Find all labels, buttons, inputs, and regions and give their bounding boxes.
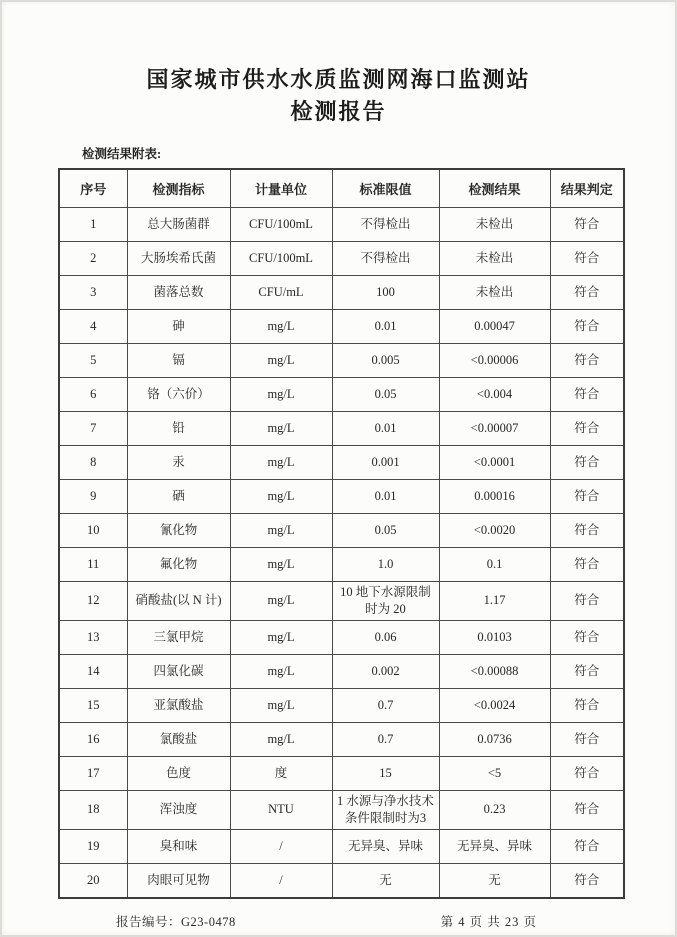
cell-result: 1.17 xyxy=(439,582,550,621)
cell-unit: CFU/100mL xyxy=(230,208,332,242)
column-header: 计量单位 xyxy=(230,169,332,208)
column-header: 结果判定 xyxy=(550,169,624,208)
report-number xyxy=(116,912,236,930)
cell-limit: 0.7 xyxy=(332,722,439,756)
cell-unit: CFU/100mL xyxy=(230,242,332,276)
cell-seq-no: 5 xyxy=(59,344,127,378)
column-header: 序号 xyxy=(59,169,127,208)
cell-limit: 0.005 xyxy=(332,344,439,378)
table-row xyxy=(59,620,624,654)
cell-judgment: 符合 xyxy=(550,514,624,548)
table-body xyxy=(59,208,624,898)
results-table xyxy=(58,168,625,899)
cell-judgment: 符合 xyxy=(550,722,624,756)
table-row xyxy=(59,756,624,790)
cell-seq-no: 7 xyxy=(59,412,127,446)
table-row xyxy=(59,722,624,756)
cell-limit: 不得检出 xyxy=(332,242,439,276)
cell-indicator: 亚氯酸盐 xyxy=(127,688,230,722)
cell-limit: 无异臭、异味 xyxy=(332,829,439,863)
cell-indicator: 氯酸盐 xyxy=(127,722,230,756)
report-title-line2: 检测报告 xyxy=(290,99,387,124)
cell-limit: 100 xyxy=(332,276,439,310)
cell-indicator: 浑浊度 xyxy=(127,790,230,829)
cell-result: 未检出 xyxy=(439,208,550,242)
cell-judgment: 符合 xyxy=(550,412,624,446)
cell-unit: mg/L xyxy=(230,548,332,582)
cell-indicator: 氰化物 xyxy=(127,514,230,548)
cell-seq-no: 16 xyxy=(59,722,127,756)
cell-judgment: 符合 xyxy=(550,378,624,412)
cell-result: 0.00016 xyxy=(439,480,550,514)
cell-seq-no: 13 xyxy=(59,620,127,654)
cell-indicator: 四氯化碳 xyxy=(127,654,230,688)
cell-result: 0.0736 xyxy=(439,722,550,756)
table-row xyxy=(59,790,624,829)
cell-unit: / xyxy=(230,863,332,898)
cell-limit: 0.01 xyxy=(332,412,439,446)
cell-result: 0.1 xyxy=(439,548,550,582)
cell-unit: mg/L xyxy=(230,620,332,654)
cell-judgment: 符合 xyxy=(550,829,624,863)
cell-unit: mg/L xyxy=(230,310,332,344)
cell-indicator: 铬（六价） xyxy=(127,378,230,412)
cell-seq-no: 8 xyxy=(59,446,127,480)
cell-judgment: 符合 xyxy=(550,688,624,722)
cell-limit: 0.06 xyxy=(332,620,439,654)
cell-unit: mg/L xyxy=(230,412,332,446)
cell-limit: 0.7 xyxy=(332,688,439,722)
table-row xyxy=(59,582,624,621)
cell-unit: NTU xyxy=(230,790,332,829)
cell-limit: 不得检出 xyxy=(332,208,439,242)
cell-unit: CFU/mL xyxy=(230,276,332,310)
cell-unit: 度 xyxy=(230,756,332,790)
table-row xyxy=(59,548,624,582)
cell-judgment: 符合 xyxy=(550,756,624,790)
cell-indicator: 硝酸盐(以 N 计) xyxy=(127,582,230,621)
cell-limit: 10 地下水源限制时为 20 xyxy=(332,582,439,621)
report-footer xyxy=(58,912,619,930)
report-title-line1: 国家城市供水水质监测网海口监测站 xyxy=(146,67,531,92)
table-row xyxy=(59,344,624,378)
cell-indicator: 硒 xyxy=(127,480,230,514)
table-row xyxy=(59,514,624,548)
cell-indicator: 三氯甲烷 xyxy=(127,620,230,654)
table-row xyxy=(59,863,624,898)
report-number-value: G23-0478 xyxy=(181,914,236,929)
cell-result: 0.23 xyxy=(439,790,550,829)
cell-judgment: 符合 xyxy=(550,654,624,688)
cell-seq-no: 10 xyxy=(59,514,127,548)
cell-limit: 0.01 xyxy=(332,310,439,344)
cell-seq-no: 14 xyxy=(59,654,127,688)
cell-judgment: 符合 xyxy=(550,344,624,378)
cell-seq-no: 19 xyxy=(59,829,127,863)
cell-limit: 0.002 xyxy=(332,654,439,688)
cell-limit: 1 水源与净水技术条件限制时为3 xyxy=(332,790,439,829)
cell-judgment: 符合 xyxy=(550,620,624,654)
cell-unit: mg/L xyxy=(230,514,332,548)
cell-judgment: 符合 xyxy=(550,276,624,310)
cell-limit: 0.05 xyxy=(332,378,439,412)
cell-indicator: 氟化物 xyxy=(127,548,230,582)
cell-judgment: 符合 xyxy=(550,242,624,276)
cell-seq-no: 20 xyxy=(59,863,127,898)
cell-seq-no: 11 xyxy=(59,548,127,582)
cell-indicator: 肉眼可见物 xyxy=(127,863,230,898)
column-header: 标准限值 xyxy=(332,169,439,208)
cell-unit: mg/L xyxy=(230,378,332,412)
cell-seq-no: 18 xyxy=(59,790,127,829)
table-row xyxy=(59,829,624,863)
cell-judgment: 符合 xyxy=(550,480,624,514)
cell-unit: mg/L xyxy=(230,344,332,378)
table-row xyxy=(59,310,624,344)
column-header: 检测结果 xyxy=(439,169,550,208)
cell-judgment: 符合 xyxy=(550,446,624,480)
table-row xyxy=(59,446,624,480)
table-caption: 检测结果附表: xyxy=(82,147,162,161)
cell-seq-no: 2 xyxy=(59,242,127,276)
table-row xyxy=(59,378,624,412)
cell-unit: mg/L xyxy=(230,446,332,480)
table-row xyxy=(59,480,624,514)
cell-result: <0.00007 xyxy=(439,412,550,446)
cell-judgment: 符合 xyxy=(550,582,624,621)
cell-indicator: 铅 xyxy=(127,412,230,446)
cell-seq-no: 9 xyxy=(59,480,127,514)
cell-result: <0.0020 xyxy=(439,514,550,548)
cell-result: 无 xyxy=(439,863,550,898)
cell-indicator: 砷 xyxy=(127,310,230,344)
cell-result: <5 xyxy=(439,756,550,790)
cell-result: <0.00088 xyxy=(439,654,550,688)
cell-result: <0.0001 xyxy=(439,446,550,480)
cell-indicator: 大肠埃希氏菌 xyxy=(127,242,230,276)
cell-indicator: 总大肠菌群 xyxy=(127,208,230,242)
cell-limit: 无 xyxy=(332,863,439,898)
cell-unit: / xyxy=(230,829,332,863)
column-header: 检测指标 xyxy=(127,169,230,208)
page-number-info: 第 4 页 共 23 页 xyxy=(440,914,537,929)
cell-limit: 15 xyxy=(332,756,439,790)
table-row xyxy=(59,688,624,722)
cell-result: 0.0103 xyxy=(439,620,550,654)
cell-indicator: 臭和味 xyxy=(127,829,230,863)
cell-unit: mg/L xyxy=(230,480,332,514)
cell-judgment: 符合 xyxy=(550,790,624,829)
table-row xyxy=(59,276,624,310)
cell-unit: mg/L xyxy=(230,654,332,688)
cell-result: 未检出 xyxy=(439,276,550,310)
cell-unit: mg/L xyxy=(230,722,332,756)
report-content xyxy=(2,2,675,930)
cell-limit: 1.0 xyxy=(332,548,439,582)
cell-judgment: 符合 xyxy=(550,208,624,242)
cell-seq-no: 12 xyxy=(59,582,127,621)
cell-result: <0.00006 xyxy=(439,344,550,378)
cell-result: 无异臭、异味 xyxy=(439,829,550,863)
cell-indicator: 镉 xyxy=(127,344,230,378)
cell-indicator: 色度 xyxy=(127,756,230,790)
report-number-label: 报告编号： xyxy=(116,914,182,929)
table-row xyxy=(59,412,624,446)
cell-judgment: 符合 xyxy=(550,863,624,898)
table-row xyxy=(59,208,624,242)
cell-result: <0.0024 xyxy=(439,688,550,722)
cell-unit: mg/L xyxy=(230,688,332,722)
cell-limit: 0.01 xyxy=(332,480,439,514)
cell-judgment: 符合 xyxy=(550,548,624,582)
cell-indicator: 汞 xyxy=(127,446,230,480)
table-header-row xyxy=(59,169,624,208)
cell-limit: 0.05 xyxy=(332,514,439,548)
cell-seq-no: 3 xyxy=(59,276,127,310)
cell-result: <0.004 xyxy=(439,378,550,412)
cell-result: 未检出 xyxy=(439,242,550,276)
cell-seq-no: 6 xyxy=(59,378,127,412)
cell-seq-no: 15 xyxy=(59,688,127,722)
table-row xyxy=(59,242,624,276)
cell-seq-no: 17 xyxy=(59,756,127,790)
cell-indicator: 菌落总数 xyxy=(127,276,230,310)
cell-limit: 0.001 xyxy=(332,446,439,480)
table-row xyxy=(59,654,624,688)
cell-result: 0.00047 xyxy=(439,310,550,344)
cell-judgment: 符合 xyxy=(550,310,624,344)
cell-seq-no: 1 xyxy=(59,208,127,242)
cell-unit: mg/L xyxy=(230,582,332,621)
cell-seq-no: 4 xyxy=(59,310,127,344)
